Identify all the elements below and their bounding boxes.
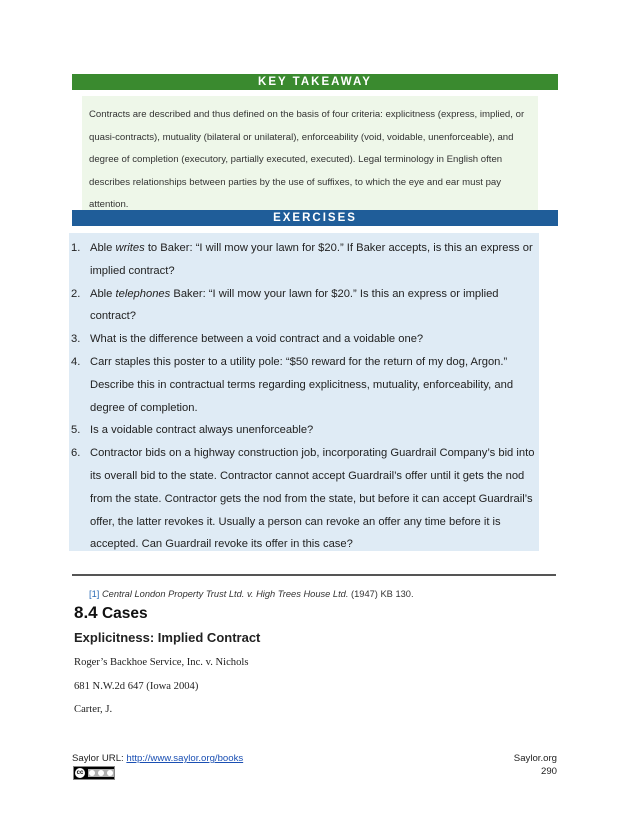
exercise-text: Able telephones Baker: “I will mow your lawn for $20.” Is this an express or implied contract? xyxy=(90,287,499,323)
exercise-item xyxy=(69,283,539,329)
page-number: 290 xyxy=(540,766,557,777)
footer-url xyxy=(72,753,243,764)
key-takeaway-text: Contracts are described and thus defined on the basis of four criteria: explicitness (express, implied, or quasi-contracts), mutuality (bilateral or unilateral), enforceability (void, voidable, unenforceable), and degree of completion (executory, partially executed, executed). Legal terminology in English often describes relationships between parties by the use of suffixes, to which the eye and ear must pay attention. xyxy=(89,109,525,211)
case-citation: 681 N.W.2d 647 (Iowa 2004) xyxy=(74,681,199,692)
section-title-text: Cases xyxy=(97,605,148,622)
key-takeaway-box xyxy=(82,96,538,210)
section-subtitle: Explicitness: Implied Contract xyxy=(74,630,261,645)
footnote xyxy=(89,589,414,599)
exercise-item xyxy=(69,442,539,556)
exercise-item xyxy=(69,419,539,442)
exercise-number: 5. xyxy=(71,424,81,437)
footnote-case-name: Central London Property Trust Ltd. v. High Trees House Ltd. xyxy=(101,589,349,599)
exercise-number: 6. xyxy=(71,447,81,460)
exercise-text: Carr staples this poster to a utility pole: “$50 reward for the return of my dog, Argon.” Describe this in contractual terms regarding explicitness, mutuality, enforceability, and degree of completion. xyxy=(90,355,514,414)
cc-license-icon[interactable] xyxy=(73,766,115,780)
footnote-divider xyxy=(72,574,556,576)
exercise-number: 2. xyxy=(71,287,81,300)
case-name: Roger’s Backhoe Service, Inc. v. Nichols xyxy=(74,657,249,668)
footer-site: Saylor.org xyxy=(513,753,557,764)
exercise-text: Able writes to Baker: “I will mow your lawn for $20.” If Baker accepts, is this an express or implied contract? xyxy=(90,242,533,277)
cc-terms-icon xyxy=(88,769,114,777)
exercise-text: What is the difference between a void contract and a voidable one? xyxy=(90,333,424,346)
exercise-item xyxy=(69,328,539,351)
footer-url-label: Saylor URL: xyxy=(72,753,127,764)
exercise-number: 1. xyxy=(71,242,81,254)
exercise-text: Contractor bids on a highway construction job, incorporating Guardrail Company’s bid into its overall bid to the state. Contractor cannot accept Guardrail’s offer until it gets the nod from the state. Contractor gets the nod from the state, but before it can accept Guardrail’s offer, the latter revokes it. Usually a person can revoke an offer any time before it is accepted. Can Guardrail revoke its offer in this case? xyxy=(90,447,535,551)
exercise-item xyxy=(69,351,539,419)
footnote-ref-link[interactable]: [1] xyxy=(89,589,100,599)
case-judge: Carter, J. xyxy=(74,704,113,715)
section-number: 8.4 xyxy=(74,603,98,622)
footnote-citation: (1947) KB 130. xyxy=(348,589,414,599)
exercise-number: 4. xyxy=(71,355,81,368)
section-title xyxy=(74,603,148,623)
exercise-item xyxy=(69,237,539,283)
exercises-heading: EXERCISES xyxy=(72,210,558,226)
exercise-text: Is a voidable contract always unenforceable? xyxy=(90,424,314,437)
exercises-list xyxy=(69,237,539,556)
footer-url-link[interactable]: http://www.saylor.org/books xyxy=(126,753,244,764)
cc-logo-icon: cc xyxy=(76,770,84,776)
exercises-box xyxy=(69,233,539,551)
key-takeaway-heading: KEY TAKEAWAY xyxy=(72,74,558,90)
exercise-number: 3. xyxy=(71,333,81,346)
